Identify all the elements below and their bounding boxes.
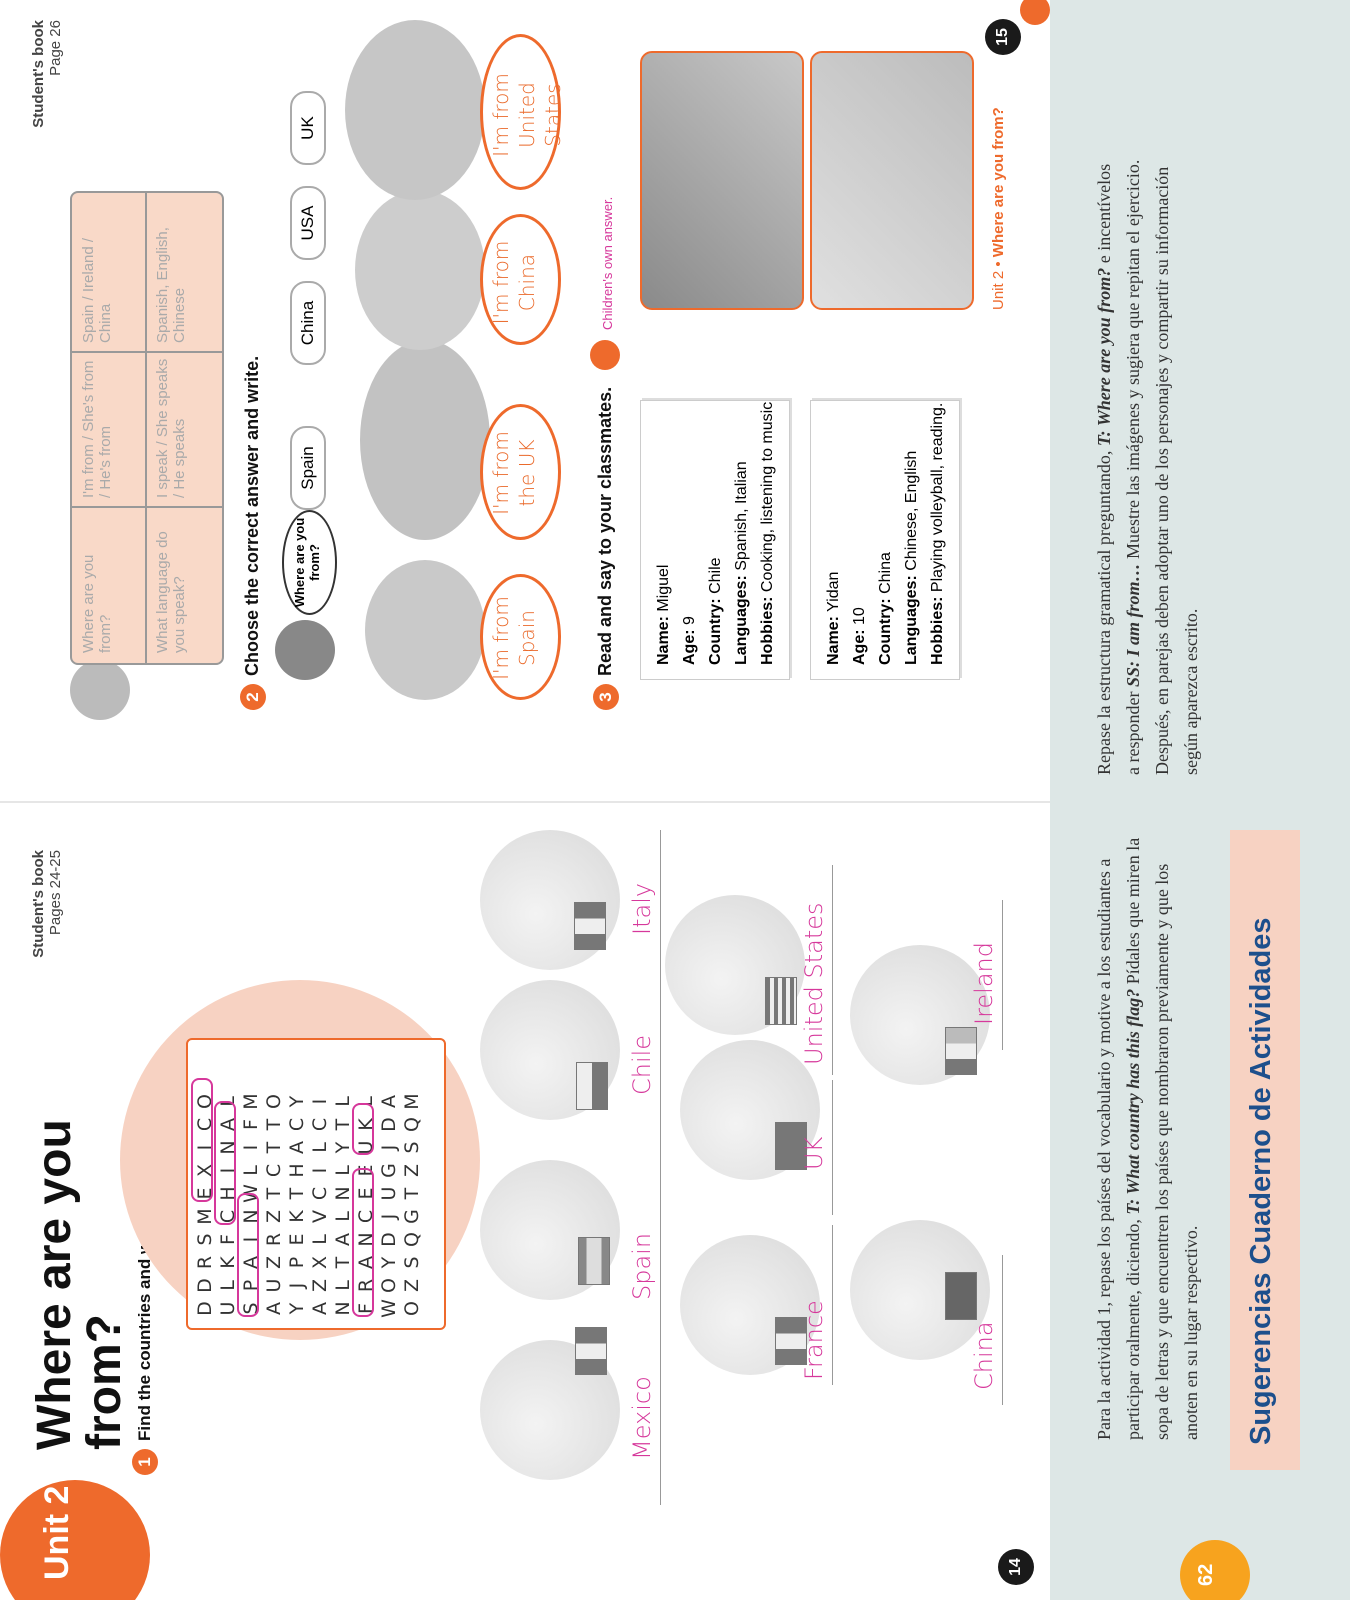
option-china: China bbox=[290, 281, 326, 365]
word-search-letter: O bbox=[194, 1094, 216, 1109]
word-search-letter: Y bbox=[286, 1302, 308, 1315]
word-search-row bbox=[378, 1040, 401, 1320]
line-china bbox=[1002, 1255, 1003, 1405]
word-search-letter: L bbox=[217, 1096, 239, 1107]
option-spain: Spain bbox=[290, 426, 326, 510]
activity1-number: 1 bbox=[132, 1449, 158, 1475]
line-chile bbox=[660, 980, 661, 1160]
word-search-row bbox=[286, 1040, 309, 1320]
grammar-col-divider-2 bbox=[72, 351, 222, 353]
highlight-uk bbox=[352, 1103, 374, 1155]
word-search-letter: K bbox=[286, 1210, 308, 1223]
word-search-letter: Z bbox=[263, 1255, 285, 1270]
highlight-france bbox=[352, 1168, 374, 1317]
activity2-number: 2 bbox=[240, 684, 266, 710]
miguel-hobbies-label: Hobbies: bbox=[759, 596, 776, 665]
grammar-col-divider-1 bbox=[72, 506, 222, 508]
miguel-name-label: Name: bbox=[655, 616, 672, 665]
activity2-text: Choose the correct answer and write. bbox=[242, 355, 262, 676]
book-ref-label: Student's book bbox=[30, 850, 47, 958]
word-search-letter: U bbox=[263, 1278, 285, 1293]
word-search-letter: K bbox=[355, 1118, 377, 1131]
flag-chile bbox=[576, 1062, 608, 1110]
word-search-letter: L bbox=[240, 1165, 262, 1176]
line-france bbox=[832, 1225, 833, 1385]
word-search-letter: J bbox=[378, 1144, 400, 1151]
word-search-letter: X bbox=[309, 1255, 331, 1270]
guide-right-em1: T: Where are you from? bbox=[1094, 267, 1114, 447]
word-search-letter: A bbox=[378, 1095, 400, 1108]
line-spain bbox=[660, 1160, 661, 1340]
word-search-letter: A bbox=[263, 1302, 285, 1315]
grammar-q1: Where are you from? bbox=[80, 554, 114, 653]
word-search-letter: N bbox=[332, 1186, 354, 1201]
book-reference-right bbox=[30, 20, 64, 150]
word-search-letter: N bbox=[355, 1232, 377, 1247]
book-ref-label-right: Student's book bbox=[30, 20, 47, 128]
option-uk: UK bbox=[290, 91, 326, 165]
yidan-country: China bbox=[877, 552, 894, 594]
profile-card-yidan bbox=[810, 400, 960, 680]
word-search-letter: A bbox=[332, 1233, 354, 1246]
word-search-letter: O bbox=[378, 1278, 400, 1293]
footer-title: Where are you from? bbox=[990, 107, 1007, 258]
word-search-letter: H bbox=[286, 1163, 308, 1178]
word-search-letter: Y bbox=[378, 1256, 400, 1269]
word-search-letter: V bbox=[309, 1210, 331, 1223]
word-search-letter: G bbox=[378, 1163, 400, 1178]
word-search-letter: J bbox=[286, 1282, 308, 1289]
word-search-letter: I bbox=[194, 1144, 216, 1151]
word-search-letter: O bbox=[263, 1094, 285, 1109]
book-reference bbox=[30, 850, 64, 980]
word-search-letter: Z bbox=[401, 1278, 423, 1293]
yidan-name: Yidan bbox=[825, 571, 842, 612]
word-search-letter: I bbox=[309, 1098, 331, 1105]
word-search-row bbox=[309, 1040, 332, 1320]
yidan-age-label: Age: bbox=[851, 629, 868, 665]
word-search-letter: H bbox=[217, 1186, 239, 1201]
label-united-states: United States bbox=[800, 902, 828, 1065]
word-search-letter: W bbox=[378, 1299, 400, 1318]
word-search-row bbox=[401, 1040, 424, 1320]
guide-right-em2: SS: I am from… bbox=[1123, 563, 1143, 688]
yidan-hobbies: Playing volleyball, reading. bbox=[929, 402, 946, 593]
word-search-letter: R bbox=[194, 1255, 216, 1270]
word-search-letter: F bbox=[355, 1303, 377, 1314]
yidan-languages-label: Languages: bbox=[903, 575, 920, 665]
word-search-letter: C bbox=[286, 1117, 308, 1132]
page-number-left: 14 bbox=[998, 1549, 1034, 1585]
word-search-letter: L bbox=[309, 1234, 331, 1245]
word-search-letter: E bbox=[194, 1187, 216, 1200]
label-mexico: Mexico bbox=[628, 1376, 656, 1460]
label-italy: Italy bbox=[628, 882, 656, 935]
highlight-china bbox=[214, 1101, 236, 1225]
word-search-letter: U bbox=[217, 1301, 239, 1316]
word-search-letter: Q bbox=[401, 1232, 423, 1247]
yidan-hobbies-label: Hobbies: bbox=[929, 596, 946, 665]
word-search-letter: C bbox=[194, 1117, 216, 1132]
word-search-letter: U bbox=[378, 1186, 400, 1201]
word-search-row bbox=[263, 1040, 286, 1320]
label-chile: Chile bbox=[628, 1034, 656, 1095]
footer-unit: Unit 2 • bbox=[990, 261, 1007, 310]
grammar-table bbox=[70, 191, 224, 665]
word-search-letter: D bbox=[378, 1117, 400, 1132]
word-search-letter: M bbox=[194, 1208, 216, 1225]
word-search-letter: R bbox=[263, 1232, 285, 1247]
word-search-letter: Q bbox=[401, 1117, 423, 1132]
word-search-letter: S bbox=[240, 1302, 262, 1315]
miguel-hobbies: Cooking, listening to music bbox=[759, 401, 776, 593]
kid-photo-2 bbox=[360, 340, 490, 540]
photo-yidan bbox=[810, 51, 974, 310]
miguel-country: Chile bbox=[707, 557, 724, 594]
word-search-letter: Y bbox=[286, 1095, 308, 1108]
guide-text-left bbox=[1090, 830, 1206, 1440]
book-ref-page-right: Page 26 bbox=[47, 20, 64, 76]
word-search-letter: T bbox=[332, 1118, 354, 1131]
line-italy bbox=[660, 830, 661, 980]
word-search-letter: F bbox=[240, 1119, 262, 1130]
word-search-letter: J bbox=[378, 1213, 400, 1220]
page-title: Where are you from? bbox=[28, 1119, 131, 1450]
highlight-spain bbox=[237, 1193, 259, 1317]
word-search-letter: A bbox=[217, 1118, 239, 1131]
corner-tab-right bbox=[1020, 0, 1050, 25]
page-footer bbox=[990, 107, 1007, 310]
label-china: China bbox=[970, 1321, 998, 1390]
activity3-text: Read and say to your classmates. bbox=[595, 386, 615, 676]
question-bubble bbox=[282, 510, 337, 615]
word-search-letter: I bbox=[240, 1236, 262, 1243]
label-spain: Spain bbox=[628, 1232, 656, 1300]
guide-left-em: T: What country has this flag? bbox=[1123, 988, 1143, 1215]
answer-united-states: I'm from United States bbox=[489, 73, 565, 157]
word-search-letter: L bbox=[309, 1142, 331, 1153]
word-search-letter: D bbox=[194, 1278, 216, 1293]
guide-right-b: e incentívelos a responder bbox=[1094, 163, 1143, 775]
kid-photo-1 bbox=[365, 560, 485, 700]
word-search-letter: I bbox=[217, 1167, 239, 1174]
miguel-age-label: Age: bbox=[681, 629, 698, 665]
flag-ireland bbox=[945, 1027, 977, 1075]
miguel-languages-label: Languages: bbox=[733, 575, 750, 665]
word-search-letter: P bbox=[240, 1279, 262, 1292]
book-ref-pages: Pages 24-25 bbox=[47, 850, 64, 936]
word-search-letter: A bbox=[286, 1141, 308, 1154]
line-ireland bbox=[1002, 900, 1003, 1050]
activity3-instruction bbox=[593, 387, 619, 710]
grammar-divider bbox=[145, 193, 147, 663]
word-search-letter: A bbox=[240, 1256, 262, 1269]
word-search-letter: C bbox=[217, 1209, 239, 1224]
word-search-letter: N bbox=[217, 1140, 239, 1155]
word-search-letter: T bbox=[263, 1187, 285, 1200]
word-search-letter: G bbox=[401, 1209, 423, 1224]
grammar-a2: I speak / She speaks / He speaks bbox=[154, 358, 188, 498]
answer-uk: I'm from the UK bbox=[489, 431, 539, 515]
word-search-letter: A bbox=[309, 1302, 331, 1315]
flag-spain bbox=[578, 1237, 610, 1285]
photo-miguel bbox=[640, 51, 804, 310]
miguel-languages: Spanish, Italian bbox=[733, 461, 750, 571]
word-search-letter: S bbox=[401, 1256, 423, 1269]
kid-photo-3 bbox=[355, 190, 485, 350]
grammar-c2: Spanish, English, Chinese bbox=[154, 227, 188, 343]
word-search-letter: L bbox=[332, 1280, 354, 1291]
answer-spain: I'm from Spain bbox=[489, 596, 539, 680]
word-search-letter: K bbox=[217, 1256, 239, 1269]
word-search-letter: I bbox=[309, 1167, 331, 1174]
answer-china: I'm from China bbox=[489, 240, 539, 325]
word-search-letter: W bbox=[240, 1184, 262, 1203]
label-ireland: Ireland bbox=[970, 941, 998, 1025]
label-france: France bbox=[800, 1300, 828, 1380]
word-search-letter: Z bbox=[263, 1209, 285, 1224]
word-search-letter: E bbox=[286, 1233, 308, 1246]
pair-work-icon bbox=[590, 340, 620, 370]
guide-left-b: Pídales que miren la sopa de letras y que encuentren los países que nombraron previamente y que los anoten en su lugar respectivo. bbox=[1123, 837, 1201, 1440]
word-search-letter: U bbox=[355, 1140, 377, 1155]
grammar-a1: I'm from / She's from / He's from bbox=[80, 360, 114, 498]
highlight-mexico bbox=[191, 1078, 213, 1202]
word-search-letter: S bbox=[194, 1233, 216, 1246]
grammar-q2: What language do you speak? bbox=[154, 531, 188, 653]
activity3-note: Children's own answer. bbox=[600, 196, 615, 330]
word-search-letter: C bbox=[263, 1163, 285, 1178]
line-united-states bbox=[832, 865, 833, 1075]
word-search-letter: M bbox=[401, 1093, 423, 1110]
word-search-letter: T bbox=[286, 1187, 308, 1200]
yidan-name-label: Name: bbox=[825, 616, 842, 665]
word-search-letter: X bbox=[194, 1163, 216, 1178]
word-search-letter: Z bbox=[401, 1163, 423, 1178]
yidan-languages: Chinese, English bbox=[903, 450, 920, 571]
option-usa: USA bbox=[290, 186, 326, 260]
word-search-letter: P bbox=[286, 1256, 308, 1269]
word-search-letter: Y bbox=[332, 1141, 354, 1154]
question-bubble-text: Where are you from? bbox=[292, 517, 322, 608]
word-search-letter: T bbox=[263, 1118, 285, 1131]
word-search-letter: I bbox=[240, 1144, 262, 1151]
miguel-country-label: Country: bbox=[707, 598, 724, 665]
word-search-letter: A bbox=[355, 1256, 377, 1269]
word-search-letter: M bbox=[240, 1093, 262, 1110]
label-uk: UK bbox=[800, 1136, 828, 1170]
word-search-letter: C bbox=[309, 1117, 331, 1132]
activity1-text: Find the countries and write. bbox=[135, 1209, 154, 1441]
miguel-age: 9 bbox=[681, 616, 698, 625]
flag-mexico bbox=[575, 1327, 607, 1375]
word-search-letter: N bbox=[240, 1209, 262, 1224]
word-search-letter: L bbox=[217, 1280, 239, 1291]
page-number-right: 15 bbox=[985, 19, 1021, 55]
guide-text-right bbox=[1090, 155, 1206, 775]
flag-united-states bbox=[765, 977, 797, 1025]
word-search-letter: C bbox=[355, 1209, 377, 1224]
guide-left-a: Para la actividad 1, repase los países del vocabulario y motive a los estudiantes a participar oralmente, diciendo, bbox=[1094, 858, 1143, 1440]
flag-china bbox=[945, 1272, 977, 1320]
word-search-letter: N bbox=[332, 1301, 354, 1316]
word-search-letter: L bbox=[332, 1096, 354, 1107]
guide-page-number: 62 bbox=[1195, 1563, 1217, 1586]
yidan-age: 10 bbox=[851, 607, 868, 625]
word-search-letter: T bbox=[332, 1256, 354, 1269]
word-search-letter: O bbox=[401, 1301, 423, 1316]
word-search-letter: L bbox=[355, 1096, 377, 1107]
word-search-letter: L bbox=[332, 1211, 354, 1222]
profile-card-miguel bbox=[640, 400, 790, 680]
word-search-letter: E bbox=[355, 1187, 377, 1200]
word-search-letter: Z bbox=[309, 1278, 331, 1293]
mascot-icon bbox=[70, 660, 130, 720]
girl-avatar bbox=[275, 620, 335, 680]
word-search-letter: T bbox=[263, 1141, 285, 1154]
activity3-number: 3 bbox=[593, 684, 619, 710]
word-search-letter: L bbox=[332, 1165, 354, 1176]
guide-right-a: Repase la estructura gramatical preguntando, bbox=[1094, 446, 1114, 775]
word-search-letter: E bbox=[355, 1164, 377, 1177]
guide-right-c: Muestre las imágenes y sugiera que repitan el ejercicio. Después, en parejas deben adoptar uno de los personajes y compartir su información según aparezca escrito. bbox=[1123, 159, 1201, 775]
word-search-letter: D bbox=[194, 1301, 216, 1316]
word-search-letter: T bbox=[401, 1187, 423, 1200]
word-search-letter: S bbox=[401, 1141, 423, 1154]
yidan-country-label: Country: bbox=[877, 598, 894, 665]
grammar-c1: Spain / Ireland / China bbox=[80, 237, 114, 343]
word-search-letter: R bbox=[355, 1278, 377, 1293]
unit-badge-label: Unit 2 bbox=[38, 1485, 76, 1580]
page-divider bbox=[0, 801, 1050, 803]
guide-heading: Sugerencias Cuaderno de Actividades bbox=[1245, 917, 1277, 1445]
kid-photo-4 bbox=[345, 20, 485, 200]
word-search-letter: D bbox=[378, 1232, 400, 1247]
word-search-letter: F bbox=[217, 1234, 239, 1245]
activity2-instruction bbox=[240, 356, 266, 710]
word-search-letter: C bbox=[309, 1186, 331, 1201]
flag-italy bbox=[574, 902, 606, 950]
miguel-name: Miguel bbox=[655, 564, 672, 612]
line-uk bbox=[832, 1080, 833, 1215]
